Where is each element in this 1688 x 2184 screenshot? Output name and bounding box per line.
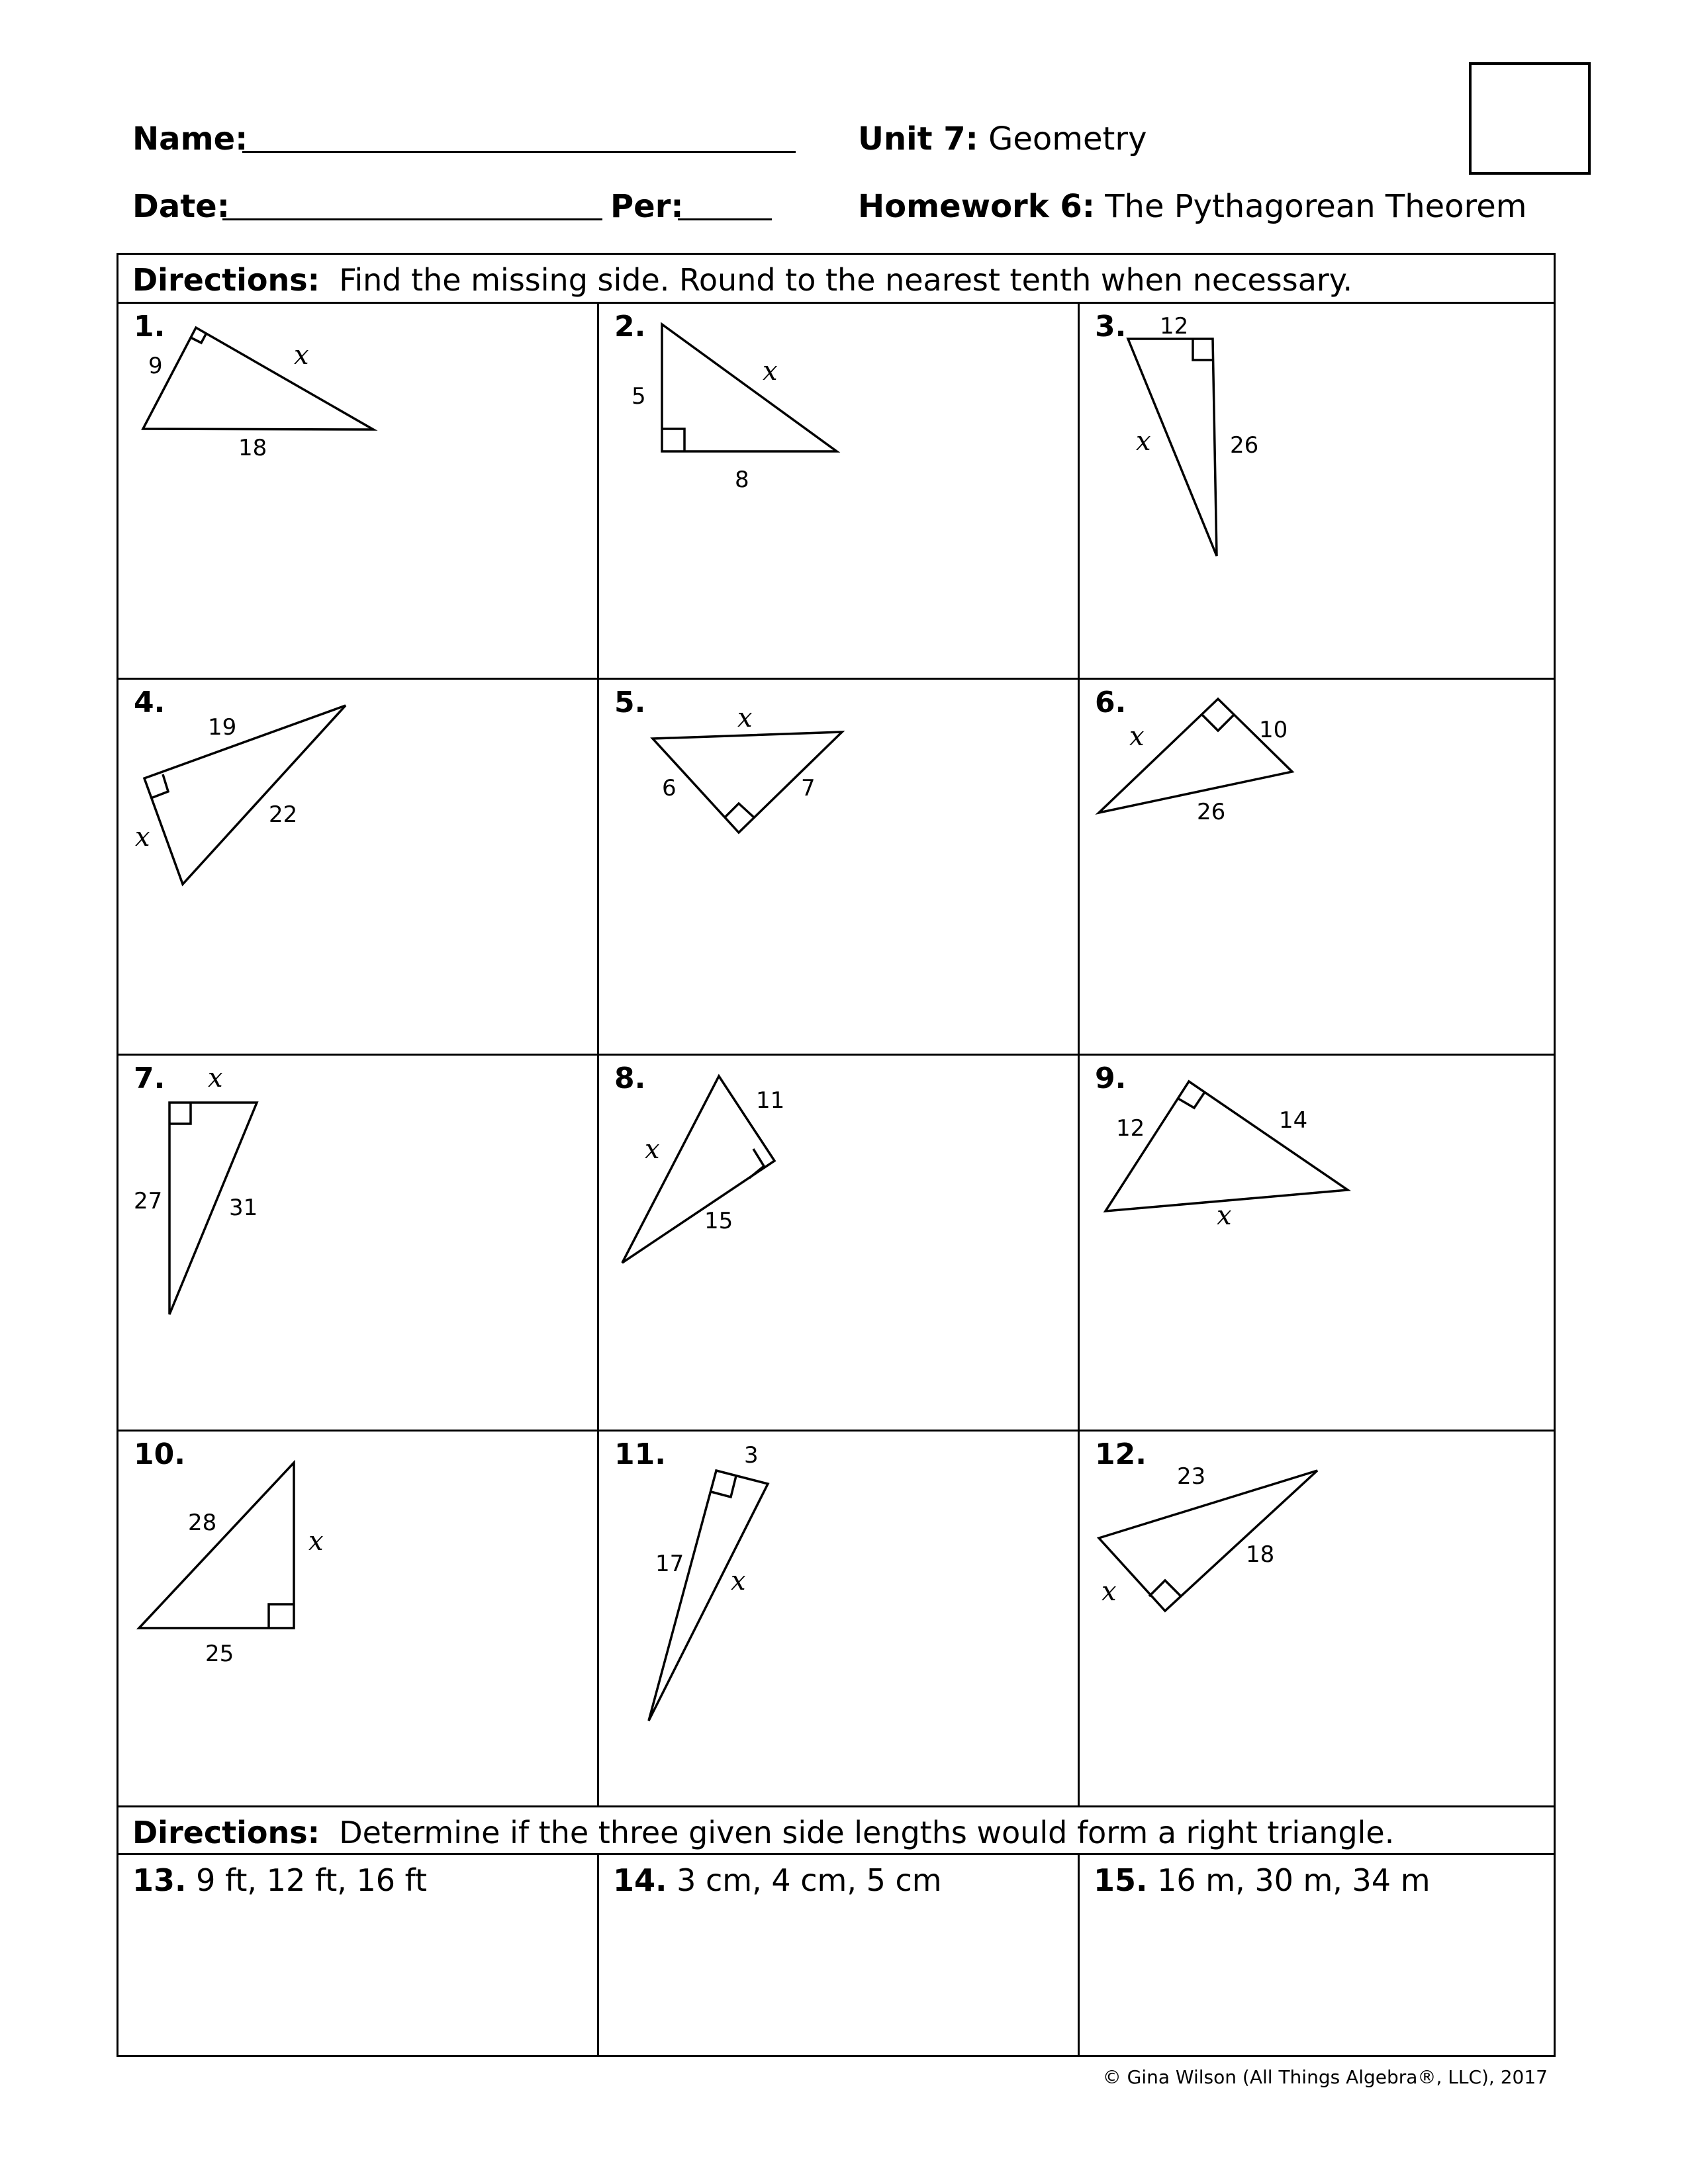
copyright-notice: © Gina Wilson (All Things Algebra®, LLC), 2017 <box>1102 2066 1548 2088</box>
period-field[interactable] <box>678 218 772 220</box>
homework-title: The Pythagorean Theorem <box>1105 188 1527 225</box>
side-label: 19 <box>208 714 237 741</box>
side-label: 18 <box>1246 1541 1275 1568</box>
side-label-x: x <box>645 1134 660 1165</box>
directions-label: Directions: <box>132 262 320 298</box>
side-label: 6 <box>662 775 677 801</box>
side-label-x: x <box>1102 1576 1117 1607</box>
triangle-diagram <box>118 303 594 676</box>
side-label: 14 <box>1279 1107 1308 1134</box>
triangle-diagram <box>1079 1055 1556 1428</box>
problem-9 <box>1079 1055 1556 1428</box>
problem-number: 9. <box>1095 1062 1127 1095</box>
problem-number: 1. <box>134 310 165 343</box>
per-label: Per: <box>610 188 684 225</box>
problem-number: 5. <box>614 686 646 719</box>
problem-10 <box>118 1431 594 1804</box>
triangle-diagram <box>598 679 1075 1052</box>
triangle-diagram <box>598 303 1075 676</box>
triangle-diagram <box>1079 679 1556 1052</box>
unit-label: Unit 7: <box>858 120 978 158</box>
side-label-x: x <box>294 340 309 371</box>
date-label: Date: <box>132 188 230 225</box>
triangle-diagram <box>598 1055 1075 1428</box>
side-label: 18 <box>238 435 267 461</box>
side-label: 5 <box>632 383 646 410</box>
problem-12 <box>1079 1431 1556 1804</box>
divider <box>1078 1853 1080 2057</box>
problem-number: 13. <box>132 1862 187 1898</box>
side-label-x: x <box>308 1526 324 1557</box>
directions-label: Directions: <box>132 1815 320 1850</box>
side-label-x: x <box>763 356 778 387</box>
problem-number: 11. <box>614 1437 666 1471</box>
problem-7 <box>118 1055 594 1428</box>
side-label: 31 <box>229 1195 258 1221</box>
side-label: 26 <box>1230 432 1259 459</box>
triangle-diagram <box>118 679 594 1052</box>
problem-14 <box>613 1862 942 1898</box>
problem-2 <box>598 303 1075 676</box>
side-label: 22 <box>269 801 298 828</box>
problem-number: 4. <box>134 686 165 719</box>
divider <box>117 1853 1556 1855</box>
problem-number: 8. <box>614 1062 646 1095</box>
unit-heading <box>858 120 1147 158</box>
homework-label: Homework 6: <box>858 188 1095 225</box>
score-box[interactable] <box>1469 62 1591 175</box>
problem-5 <box>598 679 1075 1052</box>
side-label: 15 <box>704 1208 733 1234</box>
problem-number: 10. <box>134 1437 185 1471</box>
homework-heading <box>858 188 1527 225</box>
name-field[interactable] <box>242 151 796 153</box>
divider <box>117 1805 1556 1807</box>
directions-find-missing-side <box>132 262 1353 298</box>
directions-right-triangle <box>132 1817 1394 1848</box>
problem-6 <box>1079 679 1556 1052</box>
side-label: 17 <box>655 1551 684 1577</box>
side-label: 3 <box>744 1442 759 1469</box>
problem-number: 2. <box>614 310 646 343</box>
side-lengths: 9 ft, 12 ft, 16 ft <box>196 1862 428 1898</box>
problem-number: 3. <box>1095 310 1127 343</box>
side-lengths: 3 cm, 4 cm, 5 cm <box>677 1862 942 1898</box>
side-label-x: x <box>737 703 753 733</box>
unit-title: Geometry <box>988 120 1147 158</box>
side-label: 25 <box>205 1641 234 1667</box>
problem-1 <box>118 303 594 676</box>
side-label-x: x <box>1129 721 1145 752</box>
problem-number: 15. <box>1094 1862 1148 1898</box>
side-label: 27 <box>134 1188 163 1214</box>
side-label: 8 <box>735 467 749 493</box>
problem-8 <box>598 1055 1075 1428</box>
side-label: 12 <box>1116 1115 1145 1142</box>
side-label: 9 <box>148 353 163 379</box>
name-label: Name: <box>132 120 248 158</box>
problem-number: 7. <box>134 1062 165 1095</box>
problem-number: 14. <box>613 1862 667 1898</box>
triangle-diagram <box>1079 1431 1556 1804</box>
side-label-x: x <box>1217 1201 1232 1231</box>
side-label: 12 <box>1160 313 1189 340</box>
side-label: 28 <box>188 1510 217 1536</box>
problem-13 <box>132 1862 428 1898</box>
side-label: 26 <box>1197 799 1226 825</box>
problem-11 <box>598 1431 1075 1804</box>
triangle-diagram <box>598 1431 1075 1804</box>
problem-number: 12. <box>1095 1437 1147 1471</box>
side-label-x: x <box>208 1063 223 1093</box>
problem-15 <box>1094 1862 1430 1898</box>
side-label: 10 <box>1259 717 1288 743</box>
divider <box>597 1853 599 2057</box>
side-lengths: 16 m, 30 m, 34 m <box>1157 1862 1430 1898</box>
side-label: 11 <box>756 1087 785 1114</box>
problem-3 <box>1079 303 1556 676</box>
triangle-diagram <box>118 1055 594 1428</box>
triangle-diagram <box>118 1431 594 1804</box>
side-label-x: x <box>1136 426 1151 457</box>
side-label-x: x <box>135 822 150 852</box>
problem-number: 6. <box>1095 686 1127 719</box>
side-label: 23 <box>1177 1463 1206 1490</box>
side-label-x: x <box>731 1566 746 1596</box>
directions-text: Find the missing side. Round to the nearest tenth when necessary. <box>339 262 1353 298</box>
side-label: 7 <box>801 775 816 801</box>
triangle-diagram <box>1079 303 1556 676</box>
directions-text: Determine if the three given side lengths would form a right triangle. <box>339 1815 1395 1850</box>
date-field[interactable] <box>222 218 602 220</box>
problem-4 <box>118 679 594 1052</box>
